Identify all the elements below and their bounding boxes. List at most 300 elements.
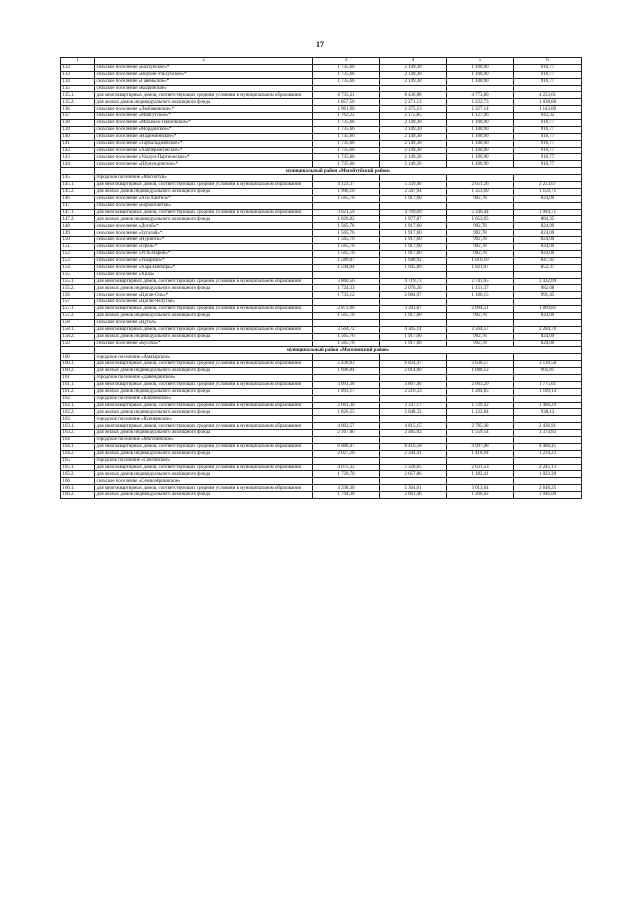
row-value bbox=[380, 395, 447, 402]
row-name: сельское поселение «Нуринск»* bbox=[95, 237, 313, 244]
row-number: 157.2. bbox=[61, 312, 95, 319]
row-number: 145 bbox=[61, 175, 95, 182]
table-row bbox=[61, 209, 582, 216]
row-number: 160 bbox=[61, 354, 95, 361]
row-name: сельское поселение «Догой»* bbox=[95, 223, 313, 230]
row-name: сельское поселение «Усть-Нарин»* bbox=[95, 250, 313, 257]
row-name: для многоквартирных домов, соответствующих средним условиям в муниципальном образовании bbox=[95, 485, 313, 492]
table-row bbox=[61, 161, 582, 168]
table-row bbox=[61, 140, 582, 147]
row-value: 2 149,30 bbox=[380, 64, 447, 71]
row-number: 155.1. bbox=[61, 278, 95, 285]
row-value: 1 917,60 bbox=[380, 340, 447, 347]
table-row bbox=[61, 250, 582, 257]
row-number: 159 bbox=[61, 340, 95, 347]
row-name: сельское поселение «Хила» bbox=[95, 271, 313, 278]
row-value: 1 977,87 bbox=[380, 216, 447, 223]
row-number: 135 bbox=[61, 85, 95, 92]
row-value: 916,77 bbox=[514, 161, 582, 168]
row-value: 2 014,00 bbox=[380, 368, 447, 375]
row-value: 1 100,90 bbox=[447, 154, 514, 161]
row-value: 2 149,30 bbox=[380, 147, 447, 154]
row-value: 1 735,66 bbox=[313, 71, 380, 78]
table-row bbox=[61, 216, 582, 223]
row-name: для жилых домов индивидуального жилищного фонда bbox=[95, 471, 313, 478]
row-name: сельское поселение «Ульхун-Партионское»* bbox=[95, 154, 313, 161]
row-number: 149 bbox=[61, 230, 95, 237]
row-number bbox=[61, 347, 95, 354]
row-value bbox=[313, 436, 380, 443]
row-number: 163 bbox=[61, 416, 95, 423]
row-value: 1 100,90 bbox=[447, 120, 514, 127]
row-value: 2 347,94 bbox=[380, 188, 447, 195]
row-value: 1 917,60 bbox=[380, 250, 447, 257]
table-row bbox=[61, 436, 582, 443]
row-name: для жилых домов индивидуального жилищного фонда bbox=[95, 188, 313, 195]
row-value: 8 436,88 bbox=[380, 92, 447, 99]
row-number: 166 bbox=[61, 478, 95, 485]
section-title: муниципальный район «Могочинский район» bbox=[95, 347, 582, 354]
row-name: сельское поселение «Ушарбай»* bbox=[95, 257, 313, 264]
row-number: 157 bbox=[61, 299, 95, 306]
row-value: 4 719,73 bbox=[380, 278, 447, 285]
row-value bbox=[380, 85, 447, 92]
row-value: 1 594,04 bbox=[313, 264, 380, 271]
table-row bbox=[61, 230, 582, 237]
row-value bbox=[380, 436, 447, 443]
row-value: 1 589,07 bbox=[313, 257, 380, 264]
row-value: 1 565,76 bbox=[313, 312, 380, 319]
row-value: 884,35 bbox=[514, 216, 582, 223]
table-row bbox=[61, 264, 582, 271]
row-value bbox=[380, 271, 447, 278]
row-value: 2 340,44 bbox=[447, 209, 514, 216]
row-name: сельское поселение «Кусоча»* bbox=[95, 340, 313, 347]
table-row bbox=[61, 457, 582, 464]
row-value: 1 940,92 bbox=[380, 257, 447, 264]
table-row bbox=[61, 271, 582, 278]
row-name: городское поселение «Амазарское» bbox=[95, 354, 313, 361]
row-name: для многоквартирных домов, соответствующих средним условиям в муниципальном образовании bbox=[95, 182, 313, 189]
row-value: 2 084,97 bbox=[380, 292, 447, 299]
row-value: 2 564,57 bbox=[447, 326, 514, 333]
table-row bbox=[61, 182, 582, 189]
row-number: 163.1. bbox=[61, 423, 95, 430]
row-value: 982,68 bbox=[514, 285, 582, 292]
row-name: сельское поселение «Мордойское»* bbox=[95, 126, 313, 133]
row-value: 2 149,30 bbox=[380, 120, 447, 127]
table-row bbox=[61, 154, 582, 161]
row-value: 2 432,09 bbox=[514, 278, 582, 285]
row-value: 2 271,13 bbox=[380, 99, 447, 106]
row-value bbox=[514, 478, 582, 485]
row-value: 2 149,30 bbox=[380, 133, 447, 140]
row-value: 1 016,10 bbox=[447, 257, 514, 264]
row-value: 1 565,76 bbox=[313, 230, 380, 237]
row-name: городское поселение «Давендинское» bbox=[95, 374, 313, 381]
row-value: 3 867,46 bbox=[380, 381, 447, 388]
row-value bbox=[447, 436, 514, 443]
row-value bbox=[447, 478, 514, 485]
row-name: для жилых домов индивидуального жилищного фонда bbox=[95, 99, 313, 106]
row-value bbox=[514, 354, 582, 361]
row-value: 4 815,15 bbox=[380, 423, 447, 430]
row-value: 1 945,89 bbox=[380, 264, 447, 271]
row-value: 824,09 bbox=[514, 237, 582, 244]
row-value: 1 961,90 bbox=[313, 106, 380, 113]
row-number: 142 bbox=[61, 147, 95, 154]
row-value: 1 418,94 bbox=[447, 450, 514, 457]
row-value: 2 785,38 bbox=[447, 423, 514, 430]
column-header: 3 bbox=[313, 58, 380, 65]
row-value bbox=[380, 416, 447, 423]
row-value: 1 565,76 bbox=[313, 223, 380, 230]
row-value bbox=[447, 202, 514, 209]
row-value: 824,09 bbox=[514, 195, 582, 202]
row-value: 1 565,76 bbox=[313, 333, 380, 340]
row-value: 2 344,41 bbox=[380, 450, 447, 457]
row-name: для жилых домов индивидуального жилищного фонда bbox=[95, 388, 313, 395]
row-value: 2 149,30 bbox=[380, 71, 447, 78]
table-row bbox=[61, 292, 582, 299]
table-row bbox=[61, 361, 582, 368]
row-value bbox=[447, 85, 514, 92]
row-value bbox=[313, 319, 380, 326]
row-number: 165 bbox=[61, 457, 95, 464]
row-value: 905,81 bbox=[514, 368, 582, 375]
row-value: 3 860,56 bbox=[313, 278, 380, 285]
table-row bbox=[61, 388, 582, 395]
row-value: 1 996,10 bbox=[313, 188, 380, 195]
row-number: 137 bbox=[61, 113, 95, 120]
table-row bbox=[61, 237, 582, 244]
row-name: сельское поселение «Хара-Шибирь»* bbox=[95, 264, 313, 271]
row-value: 3 136,58 bbox=[514, 361, 582, 368]
row-number: 165.1. bbox=[61, 464, 95, 471]
table-row bbox=[61, 223, 582, 230]
column-header: 5 bbox=[447, 58, 514, 65]
row-value: 2 061,46 bbox=[380, 492, 447, 499]
row-value bbox=[447, 457, 514, 464]
row-value: 5 430,83 bbox=[313, 361, 380, 368]
row-number: 135.2. bbox=[61, 99, 95, 106]
table-row bbox=[61, 285, 582, 292]
row-number: 147.1. bbox=[61, 209, 95, 216]
table-row bbox=[61, 147, 582, 154]
row-value: 1 088,52 bbox=[447, 368, 514, 375]
row-value: 852,37 bbox=[514, 264, 582, 271]
row-value: 1 735,66 bbox=[313, 161, 380, 168]
row-name: сельское поселение «Мангутское»* bbox=[95, 113, 313, 120]
row-number: 138 bbox=[61, 120, 95, 127]
row-value: 1 729,42 bbox=[447, 402, 514, 409]
row-value: 1 100,90 bbox=[447, 78, 514, 85]
row-value: 1 127,46 bbox=[447, 113, 514, 120]
row-value: 916,77 bbox=[514, 71, 582, 78]
row-name: для жилых домов индивидуального жилищного фонда bbox=[95, 409, 313, 416]
row-value: 2 741,65 bbox=[447, 278, 514, 285]
row-number: 144 bbox=[61, 161, 95, 168]
row-value: 824,09 bbox=[514, 223, 582, 230]
row-name: сельское поселение «Надёжнинское»* bbox=[95, 133, 313, 140]
row-name: для многоквартирных домов, соответствующих средним условиям в муниципальном образовании bbox=[95, 443, 313, 450]
row-name: для жилых домов индивидуального жилищного фонда bbox=[95, 430, 313, 437]
row-value: 991,45 bbox=[514, 292, 582, 299]
row-value: 1 100,90 bbox=[447, 140, 514, 147]
row-number: 158 bbox=[61, 319, 95, 326]
row-value: 1 893,17 bbox=[313, 388, 380, 395]
table-row bbox=[61, 133, 582, 140]
row-number: 166.2. bbox=[61, 492, 95, 499]
row-value bbox=[313, 457, 380, 464]
row-value: 4 709,09 bbox=[380, 209, 447, 216]
row-name: для многоквартирных домов, соответствующих средним условиям в муниципальном образовании bbox=[95, 306, 313, 313]
row-value bbox=[313, 374, 380, 381]
row-value: 2 048,32 bbox=[380, 409, 447, 416]
row-name: сельское поселение «Верхне-Ульхунское»* bbox=[95, 71, 313, 78]
row-value: 2 027,26 bbox=[313, 450, 380, 457]
row-number: 164 bbox=[61, 436, 95, 443]
table-row bbox=[61, 71, 582, 78]
table-row bbox=[61, 423, 582, 430]
row-number: 162.2. bbox=[61, 409, 95, 416]
row-value: 2 149,30 bbox=[380, 78, 447, 85]
row-value: 1 022,39 bbox=[514, 471, 582, 478]
row-number: 153 bbox=[61, 257, 95, 264]
row-value: 2 149,30 bbox=[380, 140, 447, 147]
row-value: 5 339,46 bbox=[380, 182, 447, 189]
row-value: 3 093,38 bbox=[313, 381, 380, 388]
row-value: 1 053,05 bbox=[447, 216, 514, 223]
table-row bbox=[61, 443, 582, 450]
row-value bbox=[380, 319, 447, 326]
row-name: сельское поселение «Цаган-Челутай» bbox=[95, 299, 313, 306]
row-value bbox=[380, 374, 447, 381]
row-value bbox=[447, 271, 514, 278]
row-value: 992,78 bbox=[447, 195, 514, 202]
row-value: 824,09 bbox=[514, 340, 582, 347]
row-value: 847,41 bbox=[514, 257, 582, 264]
row-number: 161.2. bbox=[61, 388, 95, 395]
row-name: городское поселение «Могочинское» bbox=[95, 436, 313, 443]
row-number: 147 bbox=[61, 202, 95, 209]
row-number: 148 bbox=[61, 223, 95, 230]
row-value: 2 210,33 bbox=[380, 388, 447, 395]
row-name: сельское поселение «Гавеньское»* bbox=[95, 78, 313, 85]
row-value: 4 003,57 bbox=[313, 423, 380, 430]
row-value: 1 109,14 bbox=[514, 388, 582, 395]
row-value: 2 375,53 bbox=[380, 106, 447, 113]
row-number: 141 bbox=[61, 140, 95, 147]
row-value: 1 735,66 bbox=[313, 120, 380, 127]
row-value: 992,78 bbox=[447, 244, 514, 251]
row-value: 916,77 bbox=[514, 140, 582, 147]
section-row bbox=[61, 168, 582, 175]
row-value: 1 869,81 bbox=[514, 306, 582, 313]
table-row bbox=[61, 306, 582, 313]
row-value: 1 021,07 bbox=[447, 264, 514, 271]
row-value bbox=[514, 374, 582, 381]
row-value: 824,09 bbox=[514, 333, 582, 340]
table-row bbox=[61, 85, 582, 92]
row-value: 3 621,59 bbox=[313, 209, 380, 216]
row-value: 938,13 bbox=[514, 409, 582, 416]
row-value: 1 917,60 bbox=[380, 333, 447, 340]
row-value: 1 917,60 bbox=[380, 223, 447, 230]
row-value: 1 565,76 bbox=[313, 195, 380, 202]
row-value bbox=[313, 85, 380, 92]
row-value: 1 565,76 bbox=[313, 250, 380, 257]
row-number: 163.2. bbox=[61, 430, 95, 437]
row-value: 824,09 bbox=[514, 230, 582, 237]
row-value: 1 284,85 bbox=[447, 388, 514, 395]
row-name: сельское поселение «Боржигантай» bbox=[95, 202, 313, 209]
row-value: 4 123,37 bbox=[313, 182, 380, 189]
row-value bbox=[380, 478, 447, 485]
row-value bbox=[447, 374, 514, 381]
row-value: 1 100,90 bbox=[447, 133, 514, 140]
row-number: 134 bbox=[61, 78, 95, 85]
row-name: сельское поселение «Кыринское» bbox=[95, 85, 313, 92]
row-name: сельское поселение «Орой»* bbox=[95, 244, 313, 251]
row-number: 162 bbox=[61, 395, 95, 402]
row-name: сельское поселение «Хапчерангинское»* bbox=[95, 147, 313, 154]
row-value bbox=[313, 271, 380, 278]
row-value bbox=[514, 85, 582, 92]
row-value: 824,09 bbox=[514, 250, 582, 257]
row-value: 5 326,05 bbox=[380, 464, 447, 471]
table-row bbox=[61, 257, 582, 264]
row-value: 1 917,60 bbox=[380, 244, 447, 251]
table-row bbox=[61, 381, 582, 388]
row-value: 1 100,90 bbox=[447, 161, 514, 168]
row-value: 2 094,51 bbox=[447, 306, 514, 313]
row-name: сельское поселение «Тарбальджейское»* bbox=[95, 140, 313, 147]
row-value: 1 720,70 bbox=[313, 471, 380, 478]
row-value: 2 167,86 bbox=[313, 430, 380, 437]
table-row bbox=[61, 340, 582, 347]
table-row bbox=[61, 395, 582, 402]
row-number: 157.1. bbox=[61, 306, 95, 313]
table-row bbox=[61, 92, 582, 99]
row-number: 166.1. bbox=[61, 485, 95, 492]
row-name: для жилых домов индивидуального жилищного фонда bbox=[95, 333, 313, 340]
row-value: 1 994,71 bbox=[514, 209, 582, 216]
table-row bbox=[61, 471, 582, 478]
row-value: 4 773,80 bbox=[447, 92, 514, 99]
row-value: 2 057,86 bbox=[380, 471, 447, 478]
row-value: 8 416,58 bbox=[380, 443, 447, 450]
row-value: 1 374,83 bbox=[514, 430, 582, 437]
row-value: 1 735,66 bbox=[313, 64, 380, 71]
table-row bbox=[61, 78, 582, 85]
row-value: 4 305,14 bbox=[380, 326, 447, 333]
tariff-table-body bbox=[61, 58, 582, 499]
row-value: 2 873,96 bbox=[313, 306, 380, 313]
row-name: для жилых домов индивидуального жилищного фонда bbox=[95, 312, 313, 319]
row-number: 161 bbox=[61, 374, 95, 381]
table-row bbox=[61, 354, 582, 361]
row-value: 4 338,30 bbox=[313, 485, 380, 492]
row-value: 1 565,76 bbox=[313, 244, 380, 251]
row-name: для многоквартирных домов, соответствующих средним условиям в муниципальном образовании bbox=[95, 278, 313, 285]
column-header: 1 bbox=[61, 58, 95, 65]
row-value: 1 626,02 bbox=[313, 216, 380, 223]
row-value: 1 122,84 bbox=[447, 409, 514, 416]
row-value: 1 222,73 bbox=[447, 99, 514, 106]
row-number bbox=[61, 168, 95, 175]
row-number: 162.1. bbox=[61, 402, 95, 409]
row-name: для жилых домов индивидуального жилищного фонда bbox=[95, 450, 313, 457]
row-value: 2 175,85 bbox=[380, 113, 447, 120]
row-value bbox=[313, 202, 380, 209]
table-row bbox=[61, 319, 582, 326]
row-value bbox=[514, 319, 582, 326]
row-value: 4 488,45 bbox=[514, 443, 582, 450]
row-number: 136 bbox=[61, 106, 95, 113]
table-row bbox=[61, 312, 582, 319]
row-value bbox=[514, 436, 582, 443]
row-value bbox=[514, 202, 582, 209]
row-value: 1 353,09 bbox=[447, 188, 514, 195]
table-row bbox=[61, 188, 582, 195]
row-number: 145.1. bbox=[61, 182, 95, 189]
row-name: для многоквартирных домов, соответствующих средним условиям в муниципальном образовании bbox=[95, 381, 313, 388]
row-value: 3 013,64 bbox=[447, 485, 514, 492]
row-value: 992,78 bbox=[447, 237, 514, 244]
row-value: 1 559,54 bbox=[447, 430, 514, 437]
table-row bbox=[61, 99, 582, 106]
row-value: 992,78 bbox=[447, 340, 514, 347]
table-row bbox=[61, 333, 582, 340]
row-value: 824,09 bbox=[514, 312, 582, 319]
row-value: 2 253,07 bbox=[514, 182, 582, 189]
row-number: 156 bbox=[61, 292, 95, 299]
table-row bbox=[61, 106, 582, 113]
row-value: 3 564,72 bbox=[313, 326, 380, 333]
row-value: 1 100,90 bbox=[447, 126, 514, 133]
row-name: сельское поселение «Шумундинское»* bbox=[95, 161, 313, 168]
row-value: 2 149,30 bbox=[380, 161, 447, 168]
row-value: 2 651,26 bbox=[447, 182, 514, 189]
row-value: 2 284,70 bbox=[514, 326, 582, 333]
row-value: 916,77 bbox=[514, 147, 582, 154]
row-value: 943,32 bbox=[514, 113, 582, 120]
row-number: 160.2. bbox=[61, 368, 95, 375]
row-value: 2 661,30 bbox=[313, 402, 380, 409]
row-value bbox=[447, 175, 514, 182]
table-row bbox=[61, 409, 582, 416]
row-value: 1 046,00 bbox=[514, 492, 582, 499]
row-value: 1 733,12 bbox=[313, 292, 380, 299]
row-value: 1 735,66 bbox=[313, 140, 380, 147]
row-number: 155 bbox=[61, 271, 95, 278]
row-value: 4 075,32 bbox=[313, 464, 380, 471]
row-value: 2 149,30 bbox=[380, 154, 447, 161]
row-value: 4 997,98 bbox=[447, 443, 514, 450]
row-value: 992,78 bbox=[447, 333, 514, 340]
row-name: для многоквартирных домов, соответствующих средним условиям в муниципальном образовании bbox=[95, 361, 313, 368]
row-value: 992,78 bbox=[447, 312, 514, 319]
section-title: муниципальный район «Могойтуйский район» bbox=[95, 168, 582, 175]
row-value bbox=[447, 354, 514, 361]
table-row bbox=[61, 120, 582, 127]
row-value bbox=[313, 354, 380, 361]
row-name: для жилых домов индивидуального жилищного фонда bbox=[95, 368, 313, 375]
row-value: 1 735,66 bbox=[313, 126, 380, 133]
row-value: 1 100,90 bbox=[447, 71, 514, 78]
row-name: для многоквартирных домов, соответствующих средним условиям в муниципальном образовании bbox=[95, 464, 313, 471]
